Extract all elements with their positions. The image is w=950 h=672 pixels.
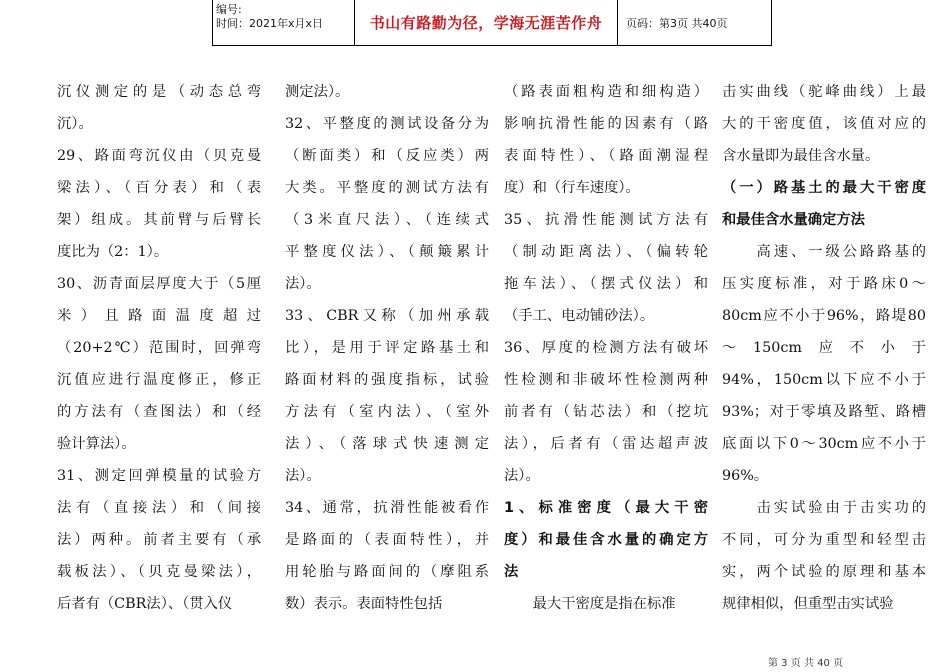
text-line: 击实曲线（驼峰曲线）上最 <box>722 84 926 100</box>
text-line: 载板法）、（贝克曼梁法）， <box>57 564 261 580</box>
text-line: 沉值应进行温度修正，修正 <box>57 372 261 388</box>
text-line: 是路面的（表面特性），并 <box>285 532 489 548</box>
text-line: 法）两种。前者主要有（承 <box>57 532 261 548</box>
text-line: 度比为（2：1）。 <box>57 244 169 260</box>
text-line: 最大干密度是指在标准 <box>504 596 676 612</box>
text-line: 沉）。 <box>57 116 93 132</box>
text-line: 度）和（行车速度）。 <box>504 180 640 196</box>
text-line: 梁法）、（百分表）和（表 <box>57 180 261 196</box>
text-line: 94%，150cm以下应不小于 <box>722 372 926 388</box>
text-line: 34、通常，抗滑性能被看作 <box>285 500 489 516</box>
column-1 <box>57 76 261 620</box>
page-label: 页码：第3页 共40页 <box>626 16 728 30</box>
text-line: 验计算法）。 <box>57 436 136 452</box>
text-line: 32、平整度的测试设备分为 <box>285 116 489 132</box>
text-line: 含水量即为最佳含水量。 <box>722 148 880 164</box>
text-line: 压实度标准，对于路床0～ <box>722 276 926 292</box>
text-line: 的方法有（查图法）和（经 <box>57 404 261 420</box>
column-2 <box>285 76 489 620</box>
text-line: 35、抗滑性能测试方法有 <box>504 212 708 228</box>
text-line: 法），后者有（雷达超声波 <box>504 436 708 452</box>
text-line: 30、沥青面层厚度大于（5厘 <box>57 276 261 292</box>
text-line: 底面以下0～30cm应不小于 <box>722 436 926 452</box>
text-line: 实，两个试验的原理和基本 <box>722 564 926 580</box>
text-line: 33、CBR又称（加州承载 <box>285 308 489 324</box>
text-line: 测定法）。 <box>285 84 350 100</box>
text-line: （断面类）和（反应类）两 <box>285 148 489 164</box>
column-4 <box>722 76 926 620</box>
text-line: 影响抗滑性能的因素有（路 <box>504 116 708 132</box>
text-line: （制动距离法）、（偏转轮 <box>504 244 708 260</box>
text-line: 性检测和非破坏性检测两种 <box>504 372 708 388</box>
text-line: （20+2℃）范围时，回弹弯 <box>57 340 261 356</box>
header-info <box>213 0 355 45</box>
text-line: 31、测定回弹模量的试验方 <box>57 468 261 484</box>
text-line: 96%。 <box>722 468 769 484</box>
time-label: 时间：2021年x月x日 <box>216 17 324 30</box>
text-line: 法）。 <box>504 468 540 484</box>
text-line: 80cm应不小于96%，路堤80 <box>722 308 926 324</box>
text-line: 平整度仪法）、（颠簸累计 <box>285 244 489 260</box>
text-line: 不同，可分为重型和轻型击 <box>722 532 926 548</box>
text-line: 方法有（室内法）、（室外 <box>285 404 489 420</box>
text-line: 大类。平整度的测试方法有 <box>285 180 489 196</box>
text-line: 沉仪测定的是（动态总弯 <box>57 84 261 100</box>
text-line: （3米直尺法）、（连续式 <box>285 212 489 228</box>
text-line: 度）和最佳含水量的确定方 <box>504 532 708 548</box>
text-line: 高速、一级公路路基的 <box>722 244 926 260</box>
text-line: 法）、（落球式快速测定 <box>285 436 489 452</box>
column-3 <box>504 76 708 620</box>
text-line: 击实试验由于击实功的 <box>722 500 926 516</box>
text-line: 拖车法）、（摆式仪法）和 <box>504 276 708 292</box>
motto: 书山有路勤为径，学海无涯苦作舟 <box>355 0 618 45</box>
text-line: 路面材料的强度指标，试验 <box>285 372 489 388</box>
text-line: 法）。 <box>285 276 321 292</box>
text-line: 表面特性）、（路面潮湿程 <box>504 148 708 164</box>
text-line: ～150cm应不小于 <box>722 340 926 356</box>
text-line: 法 <box>504 564 519 580</box>
text-line: （手工、电动铺砂法）。 <box>504 308 655 324</box>
text-line: 和最佳含水量确定方法 <box>722 212 865 228</box>
text-line: 29、路面弯沉仪由（贝克曼 <box>57 148 261 164</box>
text-line: 大的干密度值，该值对应的 <box>722 116 926 132</box>
text-line: 用轮胎与路面间的（摩阻系 <box>285 564 489 580</box>
text-line: 93%；对于零填及路堑、路槽 <box>722 404 926 420</box>
text-line: 36、厚度的检测方法有破坏 <box>504 340 708 356</box>
text-line: 后者有（CBR法）、（贯入仪 <box>57 596 233 612</box>
text-line: （一）路基土的最大干密度 <box>722 180 926 196</box>
text-line: 法）。 <box>285 468 321 484</box>
text-line: 数）表示。表面特性包括 <box>285 596 443 612</box>
text-line: 比），是用于评定路基土和 <box>285 340 489 356</box>
page-header <box>212 0 772 46</box>
text-line: 规律相似，但重型击实试验 <box>722 596 894 612</box>
text-line: 架）组成。其前臂与后臂长 <box>57 212 261 228</box>
number-label: 编号: <box>216 3 242 16</box>
text-line: 法有（直接法）和（间接 <box>57 500 261 516</box>
text-line: 前者有（钻芯法）和（挖坑 <box>504 404 708 420</box>
text-line: （路表面粗构造和细构造） <box>504 84 708 100</box>
page-footer: 第 3 页 共 40 页 <box>768 658 843 669</box>
text-line: 米）且路面温度超过 <box>57 308 261 324</box>
text-line: 1、标准密度（最大干密 <box>504 500 708 516</box>
